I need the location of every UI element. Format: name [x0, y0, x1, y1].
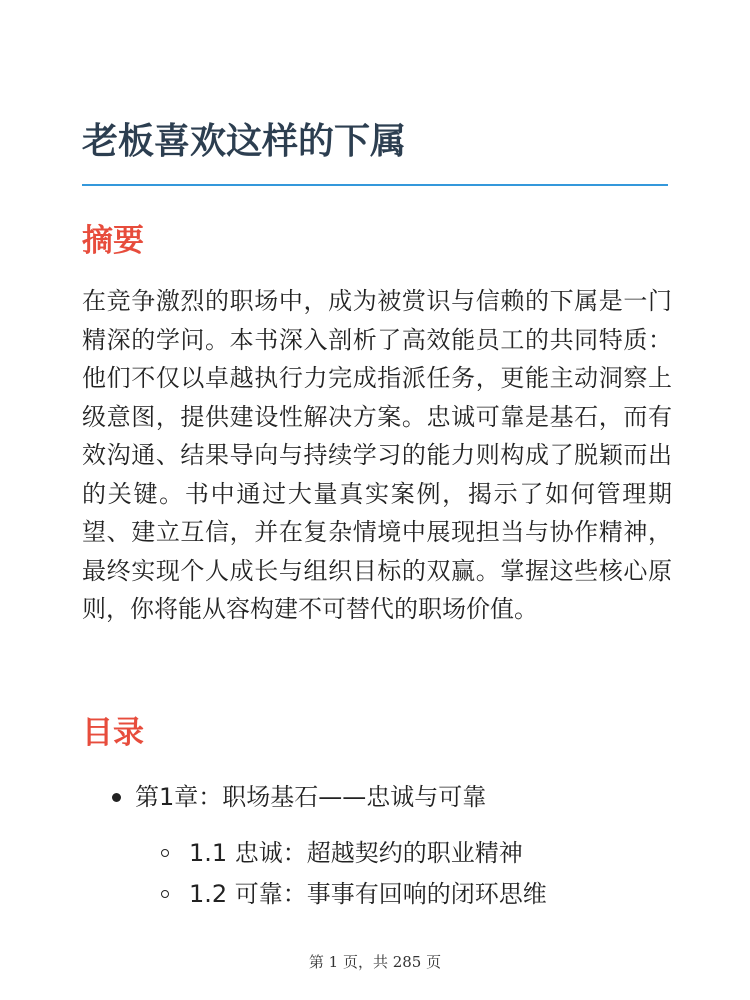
bullet-circle-icon: [161, 849, 169, 857]
toc-subsection-item: [155, 874, 675, 918]
toc-heading: 目录: [82, 715, 144, 751]
bullet-circle-icon: [161, 890, 169, 898]
abstract-heading: 摘要: [82, 223, 144, 259]
toc-subsection-label: 1.1 忠诚：超越契约的职业精神: [189, 839, 523, 867]
toc-subsection-label: 1.2 可靠：事事有回响的闭环思维: [189, 880, 547, 908]
page-footer: 第 1 页，共 285 页: [308, 953, 442, 971]
document-title: 老板喜欢这样的下属: [82, 121, 407, 162]
title-divider: [82, 184, 668, 186]
bullet-disc-icon: [112, 793, 121, 802]
toc-chapter-item: [82, 777, 672, 821]
toc-chapter-label: 第1章：职场基石——忠诚与可靠: [135, 783, 487, 811]
toc-subsection-item: [155, 833, 675, 877]
abstract-paragraph: 在竞争激烈的职场中，成为被赏识与信赖的下属是一门精深的学问。本书深入剖析了高效能员工的共同特质：他们不仅以卓越执行力完成指派任务，更能主动洞察上级意图，提供建设性解决方案。忠诚可靠是基石，而有效沟通、结果导向与持续学习的能力则构成了脱颖而出的关键。书中通过大量真实案例，揭示了如何管理期望、建立互信，并在复杂情境中展现担当与协作精神，最终实现个人成长与组织目标的双赢。掌握这些核心原则，你将能从容构建不可替代的职场价值。: [82, 287, 672, 623]
